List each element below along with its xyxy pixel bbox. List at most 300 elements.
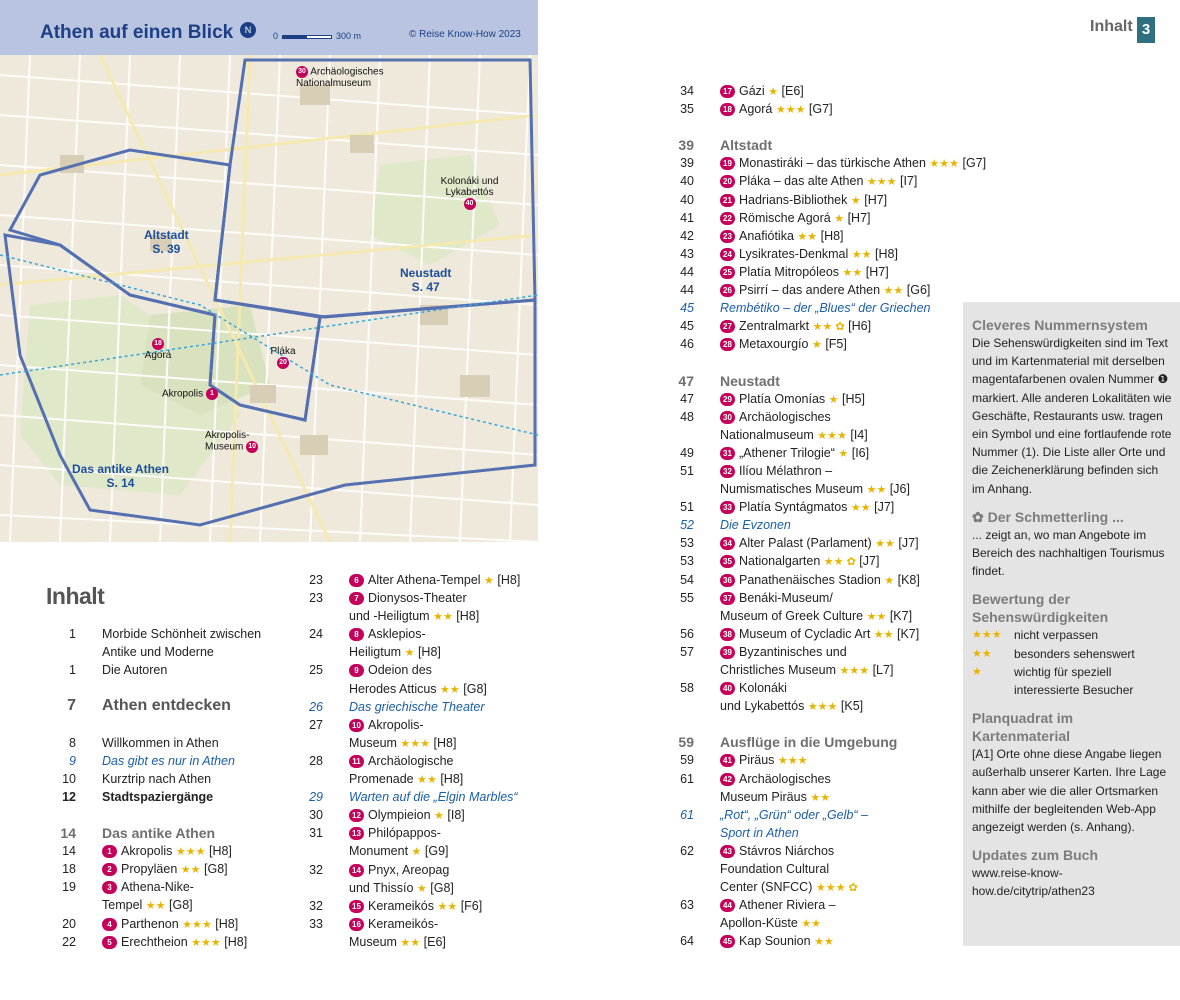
entry-text [720, 299, 931, 317]
contents-entry[interactable] [670, 516, 970, 534]
entry-page-number: 40 [680, 192, 694, 207]
entry-page-number: 1 [69, 627, 76, 641]
rating-stars-icon: ★★ [875, 538, 895, 551]
rating-stars-icon: ★ [850, 194, 861, 207]
contents-entry[interactable] [301, 716, 531, 734]
entry-page-number: 54 [680, 572, 694, 587]
entry-label: Heiligtum [349, 645, 402, 660]
contents-entry[interactable] [670, 625, 970, 643]
sight-number-badge: 8 [349, 628, 364, 641]
contents-entry[interactable] [301, 915, 531, 933]
entry-label: Monastiráki – das türkische Athen [739, 156, 926, 171]
contents-entry[interactable] [670, 788, 970, 806]
entry-text [102, 697, 231, 715]
grid-reference: [E6] [423, 934, 446, 949]
contents-entry[interactable] [670, 770, 970, 788]
contents-entry[interactable] [670, 227, 970, 245]
entry-text [349, 842, 449, 861]
entry-label: Antike und Moderne [102, 645, 214, 660]
contents-entry[interactable] [670, 824, 970, 842]
entry-text [720, 408, 831, 426]
entry-text [720, 444, 869, 463]
contents-entry[interactable] [46, 896, 276, 914]
entry-label: Athener Riviera – [739, 898, 836, 913]
entry-text [102, 625, 261, 643]
entry-label: Foundation Cultural [720, 862, 830, 877]
contents-entry[interactable] [301, 842, 531, 860]
rating-stars-icon: ★★ [797, 230, 818, 243]
entry-text [720, 209, 871, 228]
entry-text [349, 933, 446, 952]
sidebar-updates-url[interactable]: www.reise-know-how.de/citytrip/athen23 [972, 866, 1095, 899]
entry-label: Philópappos- [368, 826, 441, 841]
entry-text [349, 680, 487, 699]
entry-label: Piräus [739, 753, 775, 768]
contents-entry[interactable] [301, 680, 531, 698]
grid-reference: [I7] [899, 174, 918, 189]
entry-label: Museum Piräus [720, 789, 807, 804]
entry-text [102, 788, 213, 806]
contents-title: Inhalt [46, 583, 105, 609]
rating-row: ★★★ nicht verpassen [972, 628, 1099, 643]
grid-reference: [H8] [224, 934, 248, 949]
grid-reference: [H8] [417, 645, 441, 660]
entry-page-number: 61 [680, 807, 694, 822]
contents-entry[interactable] [670, 462, 970, 480]
entry-page-number: 53 [680, 554, 694, 569]
contents-spacer [670, 353, 970, 371]
sight-number-badge: 19 [720, 157, 735, 170]
entry-page-number: 52 [680, 518, 694, 533]
contents-entry[interactable] [46, 625, 276, 643]
contents-entry[interactable] [301, 933, 531, 951]
entry-label: Lysikrates-Denkmal [739, 246, 849, 261]
entry-label: Odeion des [368, 663, 432, 678]
entry-text [720, 552, 879, 571]
contents-entry[interactable] [670, 661, 970, 679]
entry-text [102, 824, 215, 842]
sight-number-badge: 36 [720, 574, 735, 587]
contents-spacer [46, 715, 276, 733]
rating-stars-icon: ★ [768, 86, 779, 98]
entry-page-number: 62 [680, 843, 694, 858]
entry-text [349, 607, 479, 626]
contents-entry[interactable] [670, 136, 970, 154]
contents-entry[interactable] [301, 589, 531, 607]
entry-label: Platía Mitropóleos [739, 264, 840, 279]
entry-page-number: 30 [309, 808, 323, 823]
rating-stars-icon: ★★ [873, 628, 894, 641]
grid-reference: [G7] [962, 156, 987, 171]
entry-label: Athena-Nike- [121, 880, 194, 895]
rating-stars-icon: ★★ [851, 248, 872, 261]
sight-number-badge: 32 [720, 465, 735, 478]
sight-number-badge: 43 [720, 845, 735, 858]
entry-text [720, 824, 799, 842]
contents-entry[interactable] [46, 878, 276, 896]
grid-reference: [H5] [842, 391, 865, 406]
rating-stars-icon: ★ [434, 810, 444, 823]
contents-entry[interactable] [670, 444, 970, 462]
entry-label: und Thissío [349, 880, 414, 895]
entry-label: Kap Sounion [739, 934, 811, 949]
entry-text [720, 82, 804, 101]
contents-entry[interactable] [301, 661, 531, 679]
contents-entry[interactable] [46, 915, 276, 933]
rating-stars-icon: ★★ [801, 918, 822, 931]
entry-text [720, 589, 833, 607]
contents-entry[interactable] [301, 607, 531, 625]
entry-label: Warten auf die „Elgin Marbles“ [349, 790, 518, 805]
entry-page-number: 57 [680, 644, 694, 659]
entry-text [349, 752, 453, 770]
contents-entry[interactable] [301, 861, 531, 879]
contents-entry[interactable] [670, 82, 970, 100]
entry-label: Center (SNFCC) [720, 880, 813, 895]
entry-label: Alter Palast (Parlament) [739, 536, 872, 551]
contents-entry[interactable] [670, 607, 970, 625]
entry-label: Zentralmarkt [739, 319, 810, 334]
rating-stars-icon: ★★ [440, 683, 460, 696]
entry-text [349, 571, 520, 590]
grid-reference: [H8] [456, 609, 480, 624]
contents-entry[interactable] [670, 751, 970, 769]
contents-entry[interactable] [301, 806, 531, 824]
contents-entry[interactable] [670, 733, 970, 751]
entry-text [102, 915, 238, 934]
rating-stars-icon: ★★★ [817, 429, 847, 442]
contents-entry[interactable] [670, 100, 970, 118]
contents-entry[interactable] [46, 734, 276, 752]
grid-reference: [G8] [430, 880, 454, 895]
entry-text [349, 897, 482, 916]
entry-text [720, 281, 930, 300]
entry-page-number: 59 [680, 753, 694, 768]
entry-page-number: 53 [680, 536, 694, 551]
sight-number-badge: 3 [102, 881, 117, 894]
entry-label: Benáki-Museum/ [739, 590, 833, 605]
contents-entry[interactable] [301, 824, 531, 842]
entry-page-number: 19 [62, 880, 76, 895]
entry-text [720, 896, 836, 914]
entry-text [349, 661, 432, 679]
entry-text [720, 426, 868, 445]
contents-entry[interactable] [670, 172, 970, 190]
grid-reference: [K7] [897, 626, 920, 641]
contents-entry[interactable] [301, 752, 531, 770]
grid-reference: [G7] [808, 102, 833, 117]
entry-label: Museum of Greek Culture [720, 608, 864, 623]
sidebar-heading-updates: Updates zum Buch [972, 847, 1099, 864]
contents-entry[interactable] [670, 571, 970, 589]
entry-text [349, 643, 441, 662]
sight-number-badge: 12 [349, 809, 364, 822]
entry-text [720, 697, 863, 716]
entry-page-number: 45 [680, 319, 694, 334]
contents-entry[interactable] [670, 372, 970, 390]
entry-page-number: 39 [680, 156, 694, 171]
entry-page-number: 26 [309, 699, 323, 714]
entry-text [720, 372, 780, 390]
entry-label: Stávros Niárchos [739, 843, 835, 858]
entry-label: Ilíou Mélathron – [739, 463, 833, 478]
entry-text [349, 734, 456, 753]
sidebar-heading-rating: Bewertung der Sehenswürdigkeiten [972, 591, 1109, 626]
entry-page-number: 24 [309, 627, 323, 642]
entry-label: Promenade [349, 772, 414, 787]
contents-entry[interactable] [301, 698, 531, 716]
entry-text [102, 734, 219, 752]
contents-entry[interactable] [670, 426, 970, 444]
entry-page-number: 55 [680, 590, 694, 605]
entry-label: Psirrí – das andere Athen [739, 283, 881, 298]
sight-number-badge: 45 [720, 935, 735, 948]
entry-text [349, 788, 518, 806]
contents-entry[interactable] [301, 788, 531, 806]
rating-stars-icon: ★★ [180, 864, 201, 877]
grid-reference: [I4] [850, 427, 868, 442]
grid-reference: [K5] [840, 699, 864, 714]
contents-entry[interactable] [670, 408, 970, 426]
entry-text [720, 806, 868, 824]
entry-label: Monument [349, 844, 409, 859]
sight-number-badge: 39 [720, 646, 735, 659]
contents-entry[interactable] [301, 879, 531, 897]
contents-entry[interactable] [670, 806, 970, 824]
entry-page-number: 23 [309, 573, 323, 587]
entry-label: Kerameikós- [368, 916, 439, 931]
entry-label: Athen entdecken [102, 697, 231, 715]
sight-number-badge: 16 [349, 918, 364, 931]
sight-number-badge: 23 [720, 230, 735, 243]
contents-entry[interactable] [670, 317, 970, 335]
entry-text [720, 480, 910, 499]
map-poi-agora: 18 Agorá [144, 340, 172, 361]
map-header [0, 0, 538, 55]
entry-label: Christliches Museum [720, 663, 837, 677]
entry-text [349, 824, 441, 842]
contents-entry[interactable] [670, 860, 970, 878]
rating-stars-icon: ★★ [437, 900, 458, 913]
entry-label: und -Heiligtum [349, 609, 430, 624]
sight-number-badge: 28 [720, 338, 735, 351]
entry-label: Parthenon [121, 916, 179, 931]
entry-label: Alter Athena-Tempel [368, 573, 481, 587]
entry-text [720, 263, 889, 282]
grid-reference: [H8] [497, 573, 521, 587]
entry-label: Metaxourgío [739, 337, 809, 352]
entry-page-number: 61 [680, 771, 694, 786]
entry-label: Willkommen in Athen [102, 735, 219, 750]
entry-text [720, 788, 830, 807]
contents-entry[interactable] [670, 643, 970, 661]
sight-number-badge: 41 [720, 754, 735, 767]
contents-entry[interactable] [670, 679, 970, 697]
entry-page-number: 18 [62, 862, 76, 877]
entry-page-number: 29 [309, 790, 323, 805]
contents-entry[interactable] [301, 734, 531, 752]
entry-page-number: 31 [309, 826, 323, 841]
contents-entry[interactable] [46, 842, 276, 860]
contents-entry[interactable] [46, 643, 276, 661]
sight-number-badge: 42 [720, 773, 735, 786]
contents-entry[interactable] [301, 897, 531, 915]
map-title: Athen auf einen Blick [40, 22, 234, 43]
contents-entry[interactable] [670, 209, 970, 227]
contents-entry[interactable] [46, 752, 276, 770]
rating-stars-icon: ★ [811, 339, 822, 352]
entry-text [349, 698, 484, 716]
contents-entry[interactable] [670, 534, 970, 552]
sight-number-badge: 26 [720, 284, 735, 297]
entry-text [349, 806, 465, 825]
sight-number-badge: 14 [349, 864, 364, 877]
entry-page-number: 63 [680, 898, 694, 913]
entry-label: Museum of Cycladic Art [739, 626, 871, 641]
rating-stars-icon: ★★★ ✿ [815, 882, 858, 895]
sight-number-badge: 25 [720, 266, 735, 279]
entry-page-number: 58 [680, 681, 694, 696]
sidebar-text-numbering: Die Sehenswürdigkeiten sind im Text und im Kartenmaterial mit derselben magentafarbenen ovalen Nummer ❶ markiert. Alle anderen Lokalitäten wie Geschäfte, Restaurants usw. tragen ein Symbol und eine fortlaufende rote Nummer (1). Die Liste aller Orte und die Zeichenerklärung befinden sich im Anhang. [972, 336, 1172, 496]
contents-spacer [670, 715, 970, 733]
contents-entry[interactable] [670, 896, 970, 914]
entry-text [349, 861, 449, 879]
entry-label: Erechtheion [121, 934, 188, 949]
contents-entry[interactable] [670, 914, 970, 932]
contents-entry[interactable] [670, 480, 970, 498]
entry-label: Olympieion [368, 808, 431, 823]
entry-page-number: 64 [680, 934, 694, 949]
rating-stars-icon: ★★ [145, 900, 166, 913]
sidebar-text-butterfly: ... zeigt an, wo man Angebote im Bereich des nachhaltigen Tourismus findet. [972, 527, 1165, 579]
contents-entry[interactable] [670, 878, 970, 896]
entry-label: Die Evzonen [720, 518, 791, 533]
contents-entry[interactable] [46, 860, 276, 878]
entry-label: Die Autoren [102, 663, 168, 678]
contents-entry[interactable] [670, 281, 970, 299]
entry-label: Neustadt [720, 372, 780, 389]
entry-label: Rembétiko – der „Blues“ der Griechen [720, 301, 931, 316]
entry-label: „Athener Trilogie“ [739, 445, 835, 460]
entry-page-number: 40 [680, 174, 694, 189]
contents-entry[interactable] [670, 245, 970, 263]
entry-text [720, 860, 829, 878]
contents-entry[interactable] [670, 842, 970, 860]
entry-label: Ausflüge in die Umgebung [720, 734, 898, 751]
rating-stars-icon: ★★★ [777, 755, 808, 768]
contents-entry[interactable] [46, 824, 276, 842]
contents-entry[interactable] [46, 788, 276, 806]
entry-page-number: 35 [680, 102, 694, 117]
contents-entry[interactable] [46, 661, 276, 679]
contents-entry[interactable] [301, 643, 531, 661]
contents-entry[interactable] [670, 263, 970, 281]
entry-page-number: 9 [69, 753, 76, 768]
entry-label: Morbide Schönheit zwischen [102, 627, 262, 641]
entry-text [102, 770, 211, 788]
entry-page-number: 43 [680, 246, 694, 261]
entry-text [349, 915, 438, 933]
sight-number-badge: 2 [102, 863, 117, 876]
sight-number-badge: 20 [720, 175, 735, 188]
entry-text [102, 860, 228, 879]
contents-entry[interactable] [301, 770, 531, 788]
contents-entry[interactable] [670, 154, 987, 172]
contents-entry[interactable] [670, 498, 970, 516]
rating-stars-icon: ★★ [400, 936, 421, 949]
rating-stars-icon: ★★ ✿ [812, 321, 845, 334]
contents-entry[interactable] [670, 191, 970, 209]
entry-text [102, 752, 235, 770]
entry-label: Das griechische Theater [349, 699, 485, 714]
rating-stars-icon: ★★ ✿ [823, 556, 856, 569]
entry-text [720, 842, 834, 860]
entry-label: Kolonáki [739, 681, 787, 696]
contents-entry[interactable] [670, 932, 970, 950]
entry-page-number: 1 [69, 663, 76, 678]
rating-row: ★ wichtig für speziell interessierte Besucher [972, 664, 1134, 698]
entry-label: Akropolis [121, 844, 173, 859]
rating-stars-icon: ★★ [883, 285, 904, 298]
rating-stars-icon: ★ [884, 574, 895, 587]
rating-stars-icon: ★ [416, 882, 427, 895]
entry-page-number: 39 [678, 137, 694, 154]
rating-stars-icon: ★★ [842, 266, 863, 279]
grid-reference: [K7] [889, 608, 913, 623]
contents-entry[interactable] [670, 390, 970, 408]
entry-page-number: 45 [680, 301, 694, 316]
rating-stars-icon: ★★ [433, 611, 453, 624]
rating-stars-icon: ★★★ [807, 701, 838, 714]
grid-reference: [J7] [859, 554, 880, 569]
entry-text [102, 933, 247, 952]
grid-reference: [J7] [874, 500, 895, 515]
contents-entry[interactable] [670, 589, 970, 607]
contents-entry[interactable] [670, 552, 970, 570]
contents-column-3 [670, 82, 987, 951]
entry-page-number: 51 [680, 500, 694, 515]
contents-entry[interactable] [301, 571, 531, 589]
contents-entry[interactable] [46, 770, 276, 788]
contents-entry[interactable] [301, 625, 531, 643]
contents-entry[interactable] [46, 933, 276, 951]
sidebar-heading-butterfly: ✿ Der Schmetterling ... [972, 508, 1124, 525]
entry-text [720, 914, 821, 933]
rating-stars-icon: ★ [411, 846, 422, 859]
entry-label: Numismatisches Museum [720, 482, 864, 497]
entry-text [720, 317, 871, 336]
area-neustadt: Neustadt S. 47 [400, 266, 452, 294]
grid-reference: [H7] [847, 210, 871, 225]
entry-text [720, 516, 791, 534]
contents-entry[interactable] [670, 299, 970, 317]
grid-reference: [L7] [872, 663, 894, 677]
contents-spacer [46, 679, 276, 697]
entry-label: Altstadt [720, 137, 773, 154]
contents-entry[interactable] [46, 697, 276, 715]
entry-text [349, 716, 424, 734]
contents-entry[interactable] [670, 335, 970, 353]
contents-entry[interactable] [670, 697, 970, 715]
entry-label: Akropolis- [368, 717, 424, 732]
entry-text [720, 172, 917, 191]
grid-reference: [G8] [463, 681, 487, 696]
sight-number-badge: 40 [720, 682, 735, 695]
entry-text [720, 607, 912, 626]
entry-label: Museum [349, 934, 397, 949]
entry-text [720, 390, 865, 409]
entry-page-number: 42 [680, 228, 694, 243]
